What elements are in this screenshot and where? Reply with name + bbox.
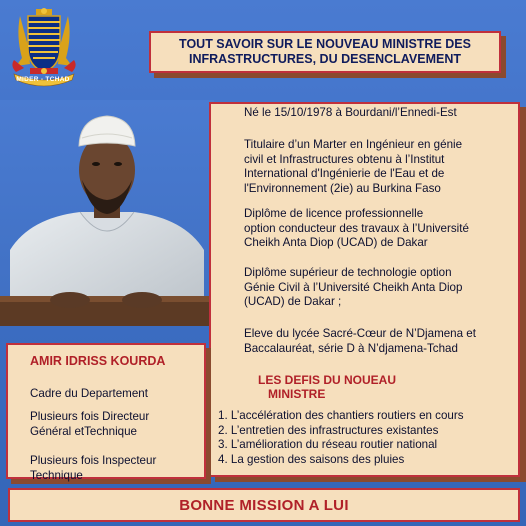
person-role-1: Cadre du Departement bbox=[30, 387, 148, 400]
title-banner bbox=[149, 31, 501, 73]
birth-info: Né le 15/10/1978 à Bourdani/l’Ennedi-Est bbox=[244, 106, 457, 119]
licence-degree: Diplôme de licence professionnelle option conducteur des travaux à l’Université Cheikh Anta Diop (UCAD) de Dakar bbox=[244, 207, 469, 249]
person-role-2: Plusieurs fois Directeur Général etTechnique bbox=[30, 410, 150, 438]
logo-caption: MIDER - TCHAD bbox=[16, 76, 70, 83]
person-name: AMIR IDRISS KOURDA bbox=[30, 354, 166, 368]
list-item: 2. L’entretien des infrastructures existantes bbox=[218, 423, 439, 437]
superior-degree: Diplôme supérieur de technologie option Génie Civil à l’Université Cheikh Anta Diop (UCAD) de Dakar ; bbox=[244, 266, 463, 308]
list-item: 4. La gestion des saisons des pluies bbox=[218, 452, 405, 466]
defis-list bbox=[218, 409, 464, 467]
footer-banner bbox=[8, 488, 520, 522]
title-line-1: TOUT SAVOIR SUR LE NOUVEAU MINISTRE DES bbox=[179, 37, 471, 51]
portrait-photo bbox=[0, 100, 214, 326]
master-degree: Titulaire d’un Marter en Ingénieur en génie civil et Infrastructures obtenu à l’Institut International d'Ingénierie de l'Eau et de l'Environnement (2ie) au Burkina Faso bbox=[244, 138, 463, 195]
list-item: 1. L’accélération des chantiers routiers en cours bbox=[218, 409, 464, 422]
footer-text: BONNE MISSION A LUI bbox=[179, 496, 349, 514]
title-line-2: INFRASTRUCTURES, DU DESENCLAVEMENT bbox=[189, 52, 461, 66]
lycee-info: Eleve du lycée Sacré-Cœur de N’Djamena et Baccalauréat, série D à N’djamena-Tchad bbox=[244, 327, 476, 355]
defis-title: LES DEFIS DU NOUEAU MINISTRE bbox=[258, 373, 397, 401]
list-item: 3. L’amélioration du réseau routier national bbox=[218, 438, 438, 451]
person-role-3: Plusieurs fois Inspecteur Technique bbox=[30, 454, 157, 482]
